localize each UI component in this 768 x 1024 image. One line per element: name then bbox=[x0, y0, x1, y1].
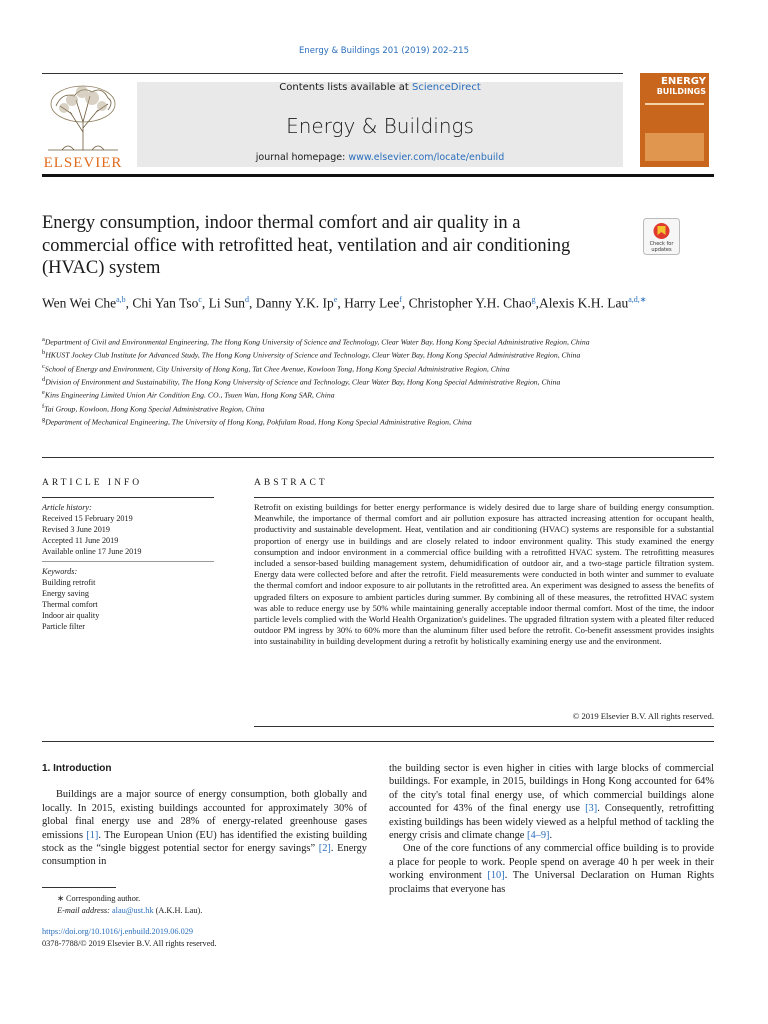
affiliation-item bbox=[42, 402, 642, 415]
author-affiliation-marker[interactable]: d bbox=[245, 295, 250, 304]
homepage-line: journal homepage: www.elsevier.com/locate/enbuild bbox=[255, 152, 505, 163]
keyword-list bbox=[42, 577, 214, 632]
elsevier-logo bbox=[42, 82, 124, 171]
keyword-item: Energy saving bbox=[42, 589, 89, 598]
affiliation-text: Kins Engineering Limited Union Air Condition Eng. CO., Tsuen Wan, Hong Kong SAR, China bbox=[44, 391, 335, 400]
sciencedirect-link[interactable]: ScienceDirect bbox=[412, 82, 481, 93]
keyword-item: Thermal comfort bbox=[42, 600, 98, 609]
author-separator: , bbox=[401, 295, 409, 311]
affiliation-key: b bbox=[42, 349, 46, 357]
issn-line: 0378-7788/© 2019 Elsevier B.V. All rights reserved. bbox=[42, 939, 217, 948]
paragraph: Buildings are a major source of energy consumption, both globally and locally. In 2015, existing buildings accounted for approximately 30% of global final energy use and 28% of energy-related greenhouse gases emissions [1]. The European Union (EU) has identified the existing building stock as the “single biggest potential sector for energy savings” [2]. Energy consumption in bbox=[42, 789, 367, 868]
affiliation-item bbox=[42, 348, 642, 361]
author-affiliation-marker[interactable]: f bbox=[399, 295, 402, 304]
affiliation-key: e bbox=[42, 389, 45, 397]
author-name[interactable]: Harry Lee bbox=[344, 295, 400, 311]
abstract-text: Retrofit on existing buildings for better energy performance is widely desired due to large share of building energy consumption. Meanwhile, the importance of thermal comfort and air pollution exposure has attracted increasing attention for occupant health, productivity and sustainable development. Heat, ventilation and air conditioning (HVAC) systems are responsible for a substantial proportion of energy use in buildings and are closely related to indoor environment quality. This study examined the energy consumption and indoor environment in a commercial office building with a retrofitted HVAC system. The retrofitting measures included a sensor-based building management system, dehumidification of outdoor air, and a two-stage particle filtration system. Energy data were collected before and after the retrofit. Field measurements were conducted in both winter and summer to evaluate the thermal comfort and indoor exposure to air pollutants in the retrofitted area. An experiment was designed to assess the benefits of upgraded filters on exposure to ambient particles during summer. By combining all of these measures, the retrofitted HVAC system was able to reduce energy use by 50% while maintaining generally acceptable indoor thermal comfort. Most of the time, the indoor particle levels complied with the World Health Organization's guidelines. The upgraded filtration system with a pleated filter reduced outdoor PM ingress by 30% to 60% more than the aluminum filter used before the retrofit. Co-benefit assessment provides insights into sustainability in building development during a retrofit by holistically examining energy use and the environment. bbox=[254, 502, 714, 647]
author-name[interactable]: Christopher Y.H. Chao bbox=[408, 295, 532, 311]
abstract-heading: ABSTRACT bbox=[254, 478, 328, 488]
journal-name: Energy & Buildings bbox=[286, 114, 474, 138]
affiliation-text: Department of Civil and Environmental Engineering, The Hong Kong University of Science and Technology, Clear Water Bay, Hong Kong Special Administrative Region, China bbox=[44, 337, 590, 347]
author-affiliation-marker[interactable]: e bbox=[333, 295, 338, 304]
reference-link[interactable]: [4–9] bbox=[527, 830, 550, 842]
author-separator: , bbox=[201, 295, 209, 311]
homepage-link[interactable]: www.elsevier.com/locate/enbuild bbox=[348, 152, 505, 163]
affiliation-key: a bbox=[42, 336, 45, 343]
author-separator: , bbox=[125, 295, 133, 311]
affiliation-item bbox=[42, 375, 642, 388]
history-item: Received 15 February 2019 bbox=[42, 514, 133, 523]
email-link[interactable]: alau@ust.hk bbox=[112, 906, 154, 915]
affiliation-text: Tai Group, Kowloon, Hong Kong Special Administrative Region, China bbox=[44, 404, 265, 414]
author-separator: , bbox=[535, 295, 539, 311]
history-item: Available online 17 June 2019 bbox=[42, 547, 142, 556]
article-info-rule-2 bbox=[42, 561, 214, 562]
keywords-label: Keywords: bbox=[42, 567, 78, 576]
doi-block bbox=[42, 926, 362, 950]
cover-image bbox=[645, 133, 704, 161]
journal-cover bbox=[640, 73, 709, 167]
article-title: Energy consumption, indoor thermal comfort and air quality in a commercial office with retrofitted heat, ventilation and air conditioning (HVAC) system bbox=[42, 213, 571, 278]
reference-link[interactable]: [3] bbox=[585, 803, 598, 815]
author-name[interactable]: Alexis K.H. Lau bbox=[539, 295, 629, 311]
history-dates bbox=[42, 513, 214, 557]
footnote bbox=[57, 893, 357, 917]
abstract-rule bbox=[254, 497, 714, 498]
keyword-item: Particle filter bbox=[42, 622, 85, 631]
affiliation-text: Division of Environment and Sustainability, The Hong Kong University of Science and Technology, Clear Water Bay, Hong Kong Special Administrative Region, China bbox=[45, 377, 561, 387]
affiliation-key: f bbox=[42, 402, 45, 410]
reference-link[interactable]: [10] bbox=[487, 870, 505, 882]
affiliation-text: School of Energy and Environment, City University of Hong Kong, Tat Chee Avenue, Kowloon Tong, Hong Kong Special Administrative Region, China bbox=[44, 364, 510, 374]
elsevier-tree-icon bbox=[42, 82, 124, 152]
paragraph: the building sector is even higher in cities with large blocks of commercial buildings. For example, in 2015, buildings in Hong Kong accounted for 64% of the city's total final energy use, of which commercial buildings alone accounted for 43% of the final energy use [3]. Consequently, retrofitting existing buildings has been widely viewed as a helpful method of tackling the energy crisis and climate change [4–9]. bbox=[389, 763, 714, 842]
keyword-item: Building retrofit bbox=[42, 578, 96, 587]
abstract-copyright: © 2019 Elsevier B.V. All rights reserved. bbox=[572, 711, 714, 721]
affiliation-item bbox=[42, 335, 642, 348]
article-history bbox=[42, 502, 214, 557]
author-list bbox=[42, 291, 682, 312]
affiliation-text: HKUST Jockey Club Institute for Advanced Study, The Hong Kong University of Science and Technology, Clear Water Bay, Hong Kong Special Administrative Region, China bbox=[45, 350, 581, 360]
affiliation-text: Department of Mechanical Engineering, The University of Hong Kong, Pokfulam Road, Hong Kong Special Administrative Region, China bbox=[45, 417, 472, 427]
article-info-heading: ARTICLE INFO bbox=[42, 478, 143, 488]
check-updates-label: Check for updates bbox=[649, 241, 674, 253]
journal-reference[interactable]: Energy & Buildings 201 (2019) 202–215 bbox=[299, 46, 469, 56]
cover-band bbox=[645, 103, 704, 105]
author-affiliation-marker[interactable]: a,d,∗ bbox=[628, 295, 647, 304]
header-rule-bottom bbox=[42, 174, 714, 177]
check-for-updates-badge[interactable] bbox=[643, 218, 680, 255]
section-rule-2 bbox=[42, 741, 714, 742]
reference-link[interactable]: [2] bbox=[318, 843, 331, 855]
footnote-rule bbox=[42, 887, 116, 888]
contents-line: Contents lists available at ScienceDirect bbox=[279, 82, 481, 93]
abstract-rule-bottom bbox=[254, 726, 714, 727]
header-rule-top bbox=[42, 73, 623, 74]
author-name[interactable]: Chi Yan Tso bbox=[132, 295, 199, 311]
body-column-left bbox=[42, 762, 367, 869]
affiliation-key: c bbox=[42, 362, 45, 370]
paragraph: One of the core functions of any commercial office building is to provide a place for people to work. People spend on average 40 h per week in their working environment [10]. The Universal Declaration on Human Rights proclaims that everyone has bbox=[389, 843, 714, 895]
affiliation-item bbox=[42, 415, 642, 428]
affiliation-key: g bbox=[42, 416, 46, 424]
keywords bbox=[42, 566, 214, 632]
author-name[interactable]: Danny Y.K. Ip bbox=[255, 295, 334, 311]
author-affiliation-marker[interactable]: a,b bbox=[116, 295, 126, 304]
author-separator: , bbox=[337, 295, 345, 311]
section-heading-introduction: 1. Introduction bbox=[42, 763, 112, 774]
history-item: Revised 3 June 2019 bbox=[42, 525, 110, 534]
affiliation-item bbox=[42, 388, 642, 401]
email-note: E-mail address: alau@ust.hk (A.K.H. Lau). bbox=[57, 906, 203, 915]
doi-link[interactable]: https://doi.org/10.1016/j.enbuild.2019.06.029 bbox=[42, 927, 194, 936]
author-name[interactable]: Wen Wei Che bbox=[42, 295, 117, 311]
author-separator: , bbox=[249, 295, 256, 311]
elsevier-wordmark: ELSEVIER bbox=[43, 155, 123, 171]
keyword-item: Indoor air quality bbox=[42, 611, 100, 620]
journal-header-box bbox=[137, 82, 623, 167]
author-affiliation-marker[interactable]: g bbox=[531, 295, 536, 304]
corresponding-author-note: ∗ Corresponding author. bbox=[57, 894, 141, 903]
reference-link[interactable]: [1] bbox=[86, 829, 99, 841]
author-name[interactable]: Li Sun bbox=[208, 295, 246, 311]
section-rule bbox=[42, 457, 714, 458]
body-column-right bbox=[389, 762, 714, 896]
affiliation-item bbox=[42, 362, 642, 375]
history-item: Accepted 11 June 2019 bbox=[42, 536, 119, 545]
author-affiliation-marker[interactable]: c bbox=[198, 295, 202, 304]
history-label: Article history: bbox=[42, 503, 92, 512]
article-info-rule bbox=[42, 497, 214, 498]
affiliation-list bbox=[42, 335, 642, 429]
cover-title: ENERGY BUILDINGS bbox=[656, 76, 706, 96]
affiliation-key: d bbox=[42, 376, 46, 384]
